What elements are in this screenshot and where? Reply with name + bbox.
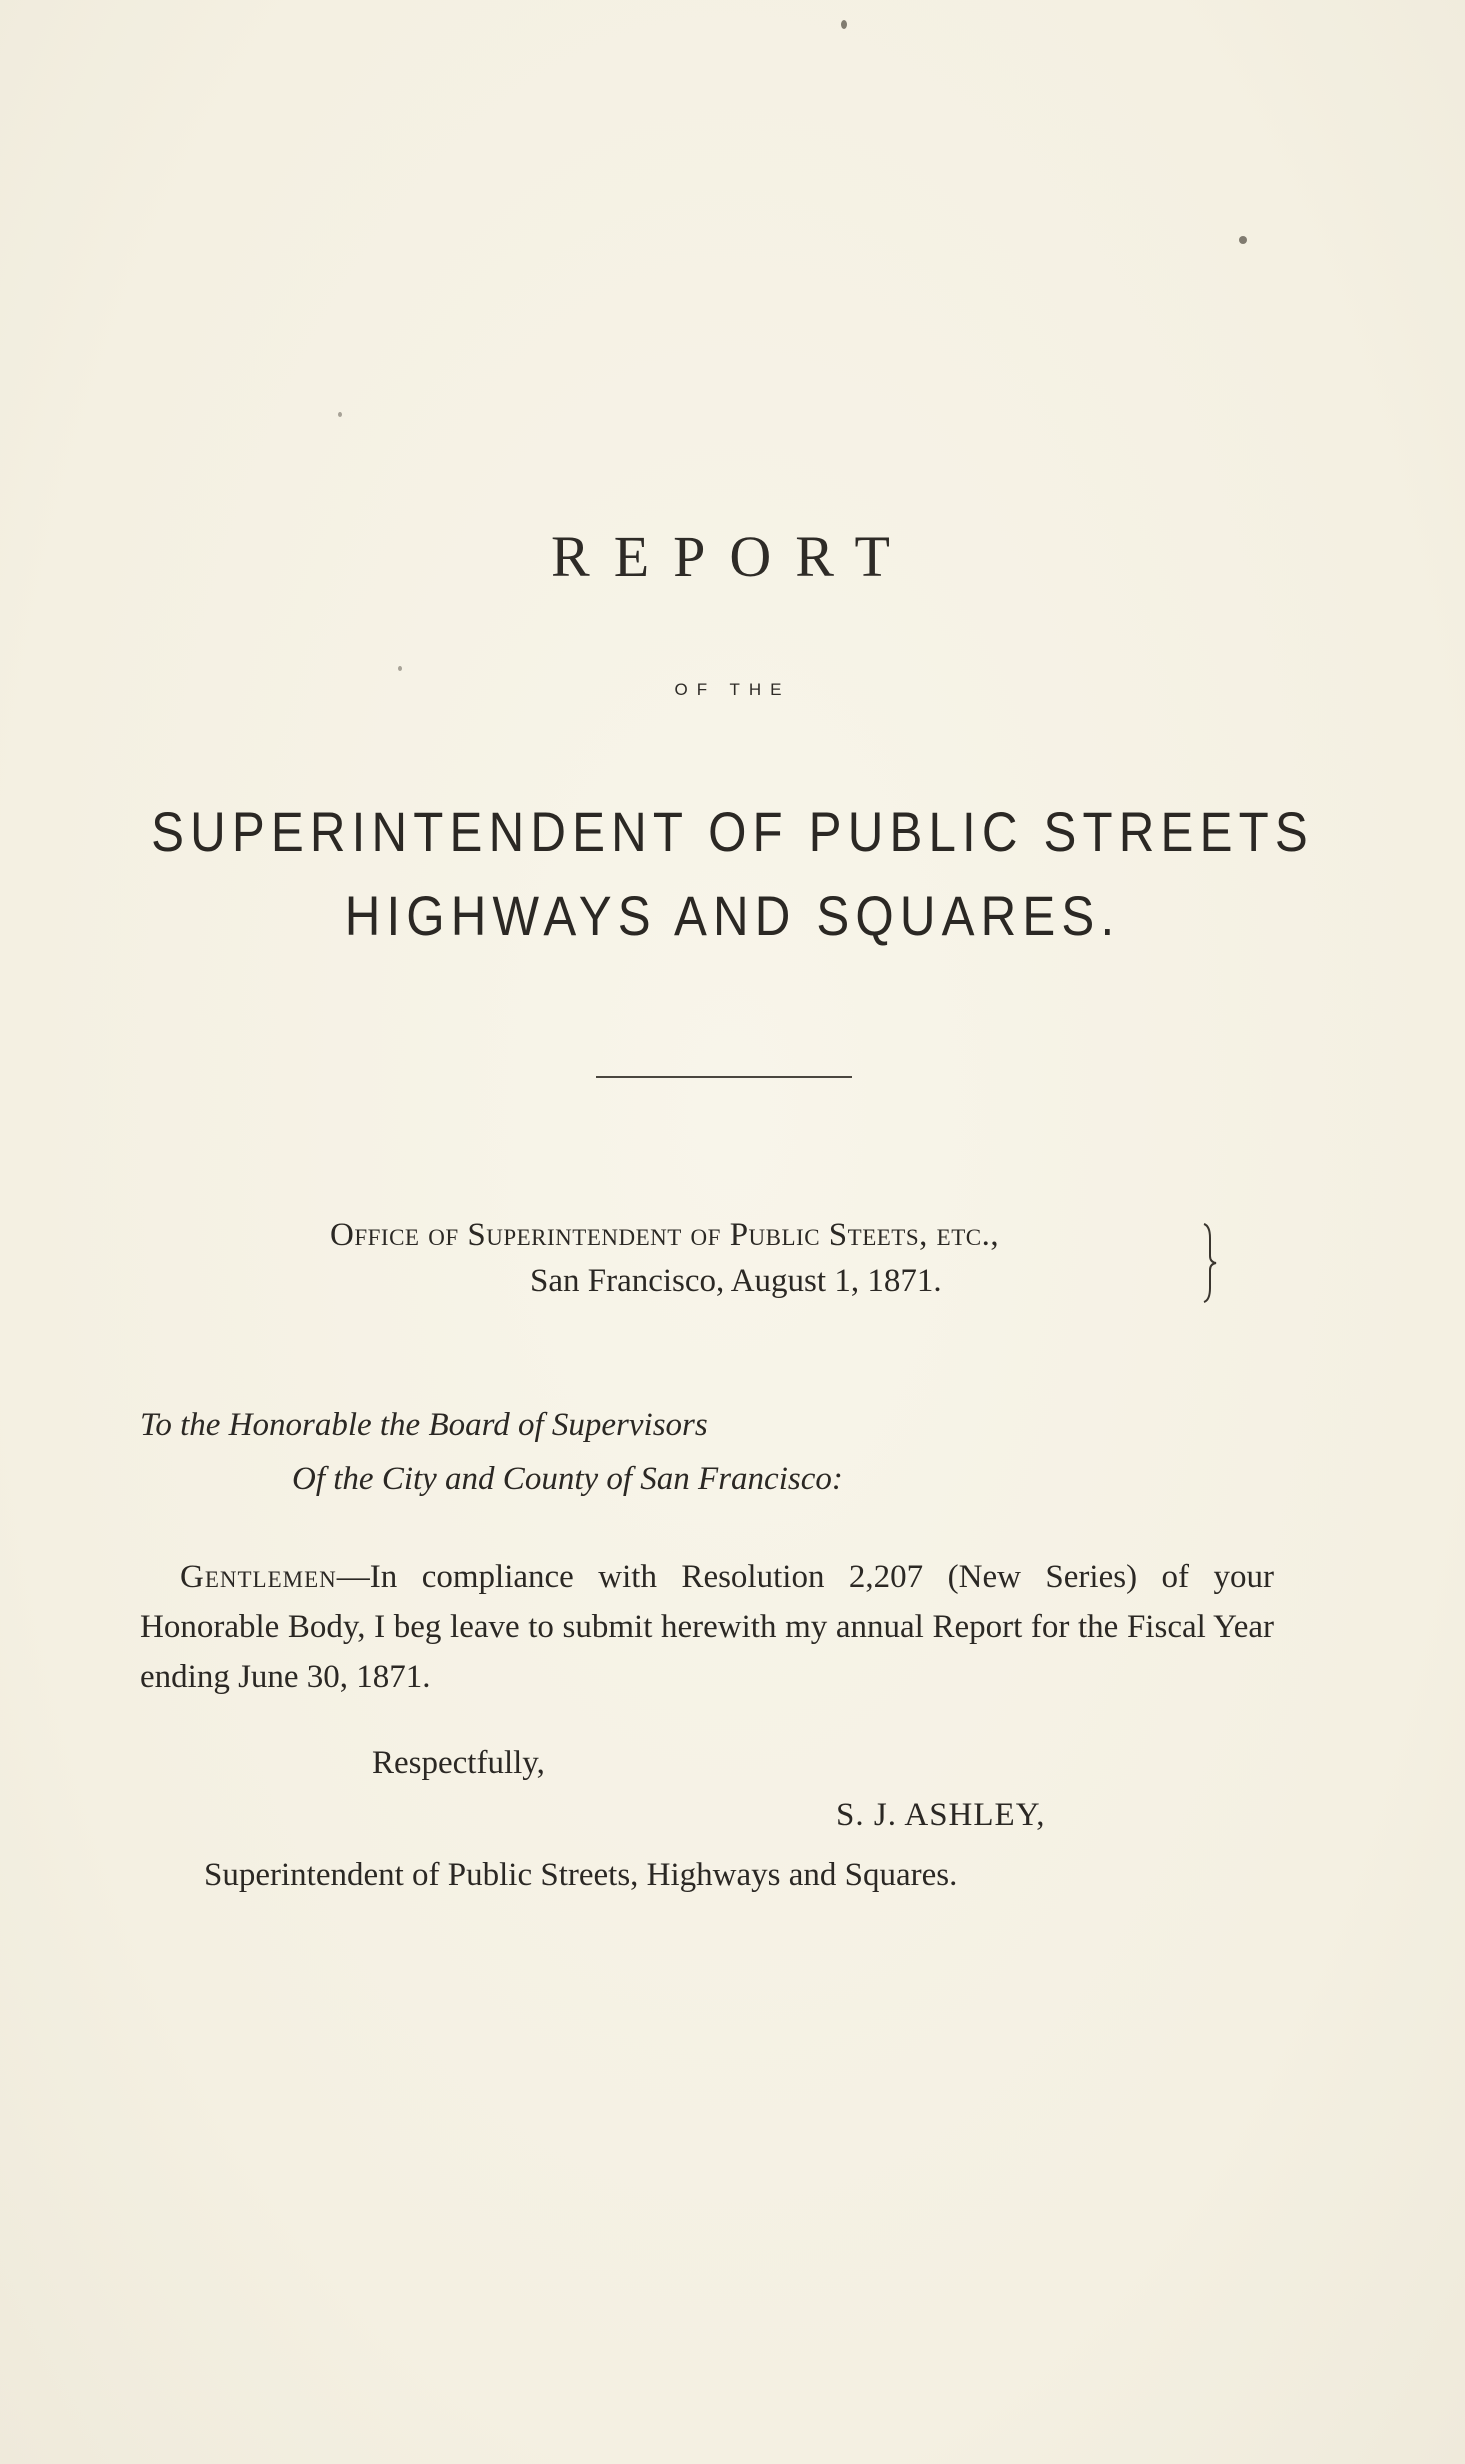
- brace-mark: [1200, 1222, 1218, 1304]
- office-line-2: San Francisco, August 1, 1871.: [530, 1263, 942, 1299]
- ink-speck: [841, 20, 847, 29]
- salutation: [140, 1398, 1240, 1506]
- signature-title: Superintendent of Public Streets, Highways and Squares.: [204, 1857, 958, 1893]
- divider-rule: [596, 1076, 852, 1078]
- salutation-line-1: To the Honorable the Board of Supervisors: [140, 1407, 708, 1443]
- signature-name: S. J. ASHLEY,: [836, 1797, 1046, 1833]
- ink-speck: [338, 412, 342, 417]
- letter-body: [140, 1552, 1274, 1702]
- ink-speck: [398, 666, 402, 671]
- main-title: [88, 790, 1377, 958]
- body-lead-word: Gentlemen: [180, 1559, 337, 1595]
- main-title-line-1: SUPERINTENDENT OF PUBLIC STREETS: [151, 800, 1314, 863]
- office-line-1: Office of Superintendent of Public Steets, etc.,: [330, 1217, 1000, 1253]
- of-the-subheading: OF THE: [674, 680, 791, 699]
- body-text: —In compliance with Resolution 2,207 (New Series) of your Honorable Body, I beg leave to submit herewith my annual Report for the Fiscal Year ending June 30, 1871.: [140, 1559, 1274, 1695]
- office-heading: [330, 1212, 1210, 1304]
- closing-line: Respectfully,: [372, 1745, 545, 1781]
- report-heading: REPORT: [551, 524, 914, 589]
- main-title-line-2: HIGHWAYS AND SQUARES.: [344, 884, 1121, 947]
- salutation-line-2: Of the City and County of San Francisco:: [292, 1461, 843, 1497]
- ink-speck: [1239, 236, 1247, 244]
